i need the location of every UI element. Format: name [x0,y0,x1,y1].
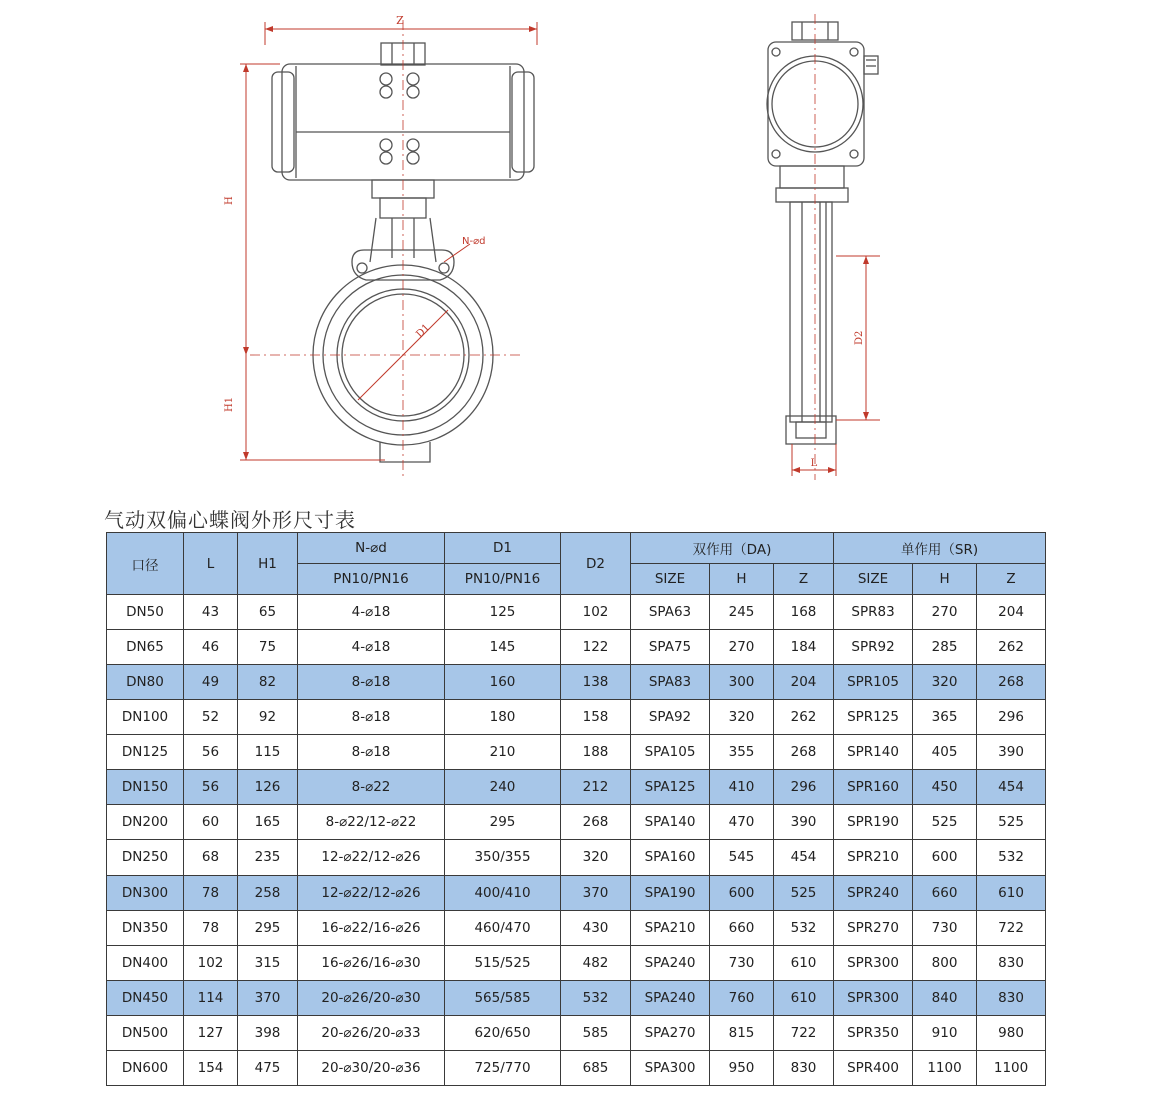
cell-n-d: 20-⌀26/20-⌀30 [298,980,445,1015]
cell-sr-size: SPR400 [834,1050,913,1085]
header-sr-size: SIZE [834,564,913,595]
cell-da-h: 950 [710,1050,774,1085]
cell-da-size: SPA240 [631,980,710,1015]
dim-label-l: L [810,458,818,469]
cell-sr-size: SPR300 [834,980,913,1015]
cell-sr-z: 268 [977,665,1046,700]
header-d2: D2 [561,533,631,595]
cell-l: 102 [184,945,238,980]
cell-d2: 370 [561,875,631,910]
cell-da-z: 184 [774,630,834,665]
cell-l: 43 [184,595,238,630]
table-row [107,945,1046,980]
table-body [107,595,1046,1086]
cell-da-z: 262 [774,700,834,735]
cell-size: DN500 [107,1015,184,1050]
cell-da-size: SPA105 [631,735,710,770]
cell-sr-h: 285 [913,630,977,665]
cell-da-h: 470 [710,805,774,840]
cell-l: 78 [184,875,238,910]
cell-da-h: 815 [710,1015,774,1050]
cell-da-size: SPA160 [631,840,710,875]
header-n-d: N-⌀d [298,533,445,564]
cell-da-size: SPA63 [631,595,710,630]
cell-da-z: 268 [774,735,834,770]
cell-d1: 295 [445,805,561,840]
cell-d1: 145 [445,630,561,665]
cell-sr-z: 454 [977,770,1046,805]
cell-sr-size: SPR83 [834,595,913,630]
cell-sr-z: 610 [977,875,1046,910]
cell-sr-z: 830 [977,945,1046,980]
cell-d2: 585 [561,1015,631,1050]
valve-drawings [0,0,1150,500]
cell-sr-size: SPR190 [834,805,913,840]
cell-sr-h: 1100 [913,1050,977,1085]
cell-size: DN300 [107,875,184,910]
cell-size: DN80 [107,665,184,700]
table-row [107,770,1046,805]
cell-sr-z: 390 [977,735,1046,770]
cell-l: 78 [184,910,238,945]
cell-n-d: 16-⌀22/16-⌀26 [298,910,445,945]
front-view-drawing [240,20,537,480]
cell-da-h: 600 [710,875,774,910]
cell-da-z: 830 [774,1050,834,1085]
cell-l: 60 [184,805,238,840]
cell-sr-z: 204 [977,595,1046,630]
cell-l: 49 [184,665,238,700]
cell-sr-h: 800 [913,945,977,980]
cell-da-z: 454 [774,840,834,875]
cell-n-d: 12-⌀22/12-⌀26 [298,875,445,910]
side-view-drawing [767,14,880,480]
cell-sr-h: 730 [913,910,977,945]
dim-label-n-d: N-⌀d [462,236,486,247]
cell-n-d: 8-⌀18 [298,735,445,770]
cell-d1: 180 [445,700,561,735]
cell-h1: 235 [238,840,298,875]
cell-da-z: 610 [774,980,834,1015]
cell-d2: 158 [561,700,631,735]
header-da-z: Z [774,564,834,595]
cell-l: 46 [184,630,238,665]
cell-sr-h: 910 [913,1015,977,1050]
cell-h1: 258 [238,875,298,910]
cell-h1: 126 [238,770,298,805]
table-row [107,840,1046,875]
cell-n-d: 8-⌀18 [298,665,445,700]
cell-size: DN125 [107,735,184,770]
cell-da-size: SPA270 [631,1015,710,1050]
cell-sr-size: SPR270 [834,910,913,945]
table-title: 气动双偏心蝶阀外形尺寸表 [104,508,356,532]
cell-d2: 138 [561,665,631,700]
cell-da-size: SPA210 [631,910,710,945]
cell-h1: 475 [238,1050,298,1085]
cell-sr-z: 525 [977,805,1046,840]
cell-d2: 532 [561,980,631,1015]
table-row [107,980,1046,1015]
cell-size: DN65 [107,630,184,665]
cell-da-size: SPA140 [631,805,710,840]
dim-label-d1: D1 [414,322,433,341]
cell-sr-size: SPR105 [834,665,913,700]
cell-da-h: 270 [710,630,774,665]
table-row [107,1015,1046,1050]
cell-sr-h: 405 [913,735,977,770]
cell-sr-size: SPR240 [834,875,913,910]
cell-sr-size: SPR125 [834,700,913,735]
cell-sr-h: 450 [913,770,977,805]
cell-da-h: 760 [710,980,774,1015]
cell-l: 56 [184,735,238,770]
cell-d1: 240 [445,770,561,805]
cell-d1: 725/770 [445,1050,561,1085]
cell-da-h: 545 [710,840,774,875]
table-row [107,665,1046,700]
dim-label-h1: H1 [224,396,235,412]
cell-n-d: 20-⌀26/20-⌀33 [298,1015,445,1050]
dim-label-z: Z [396,14,404,27]
dimension-table [106,532,1046,1086]
cell-da-z: 168 [774,595,834,630]
header-size: 口径 [107,533,184,595]
header-sr-z: Z [977,564,1046,595]
cell-sr-h: 365 [913,700,977,735]
header-double-acting: 双作用（DA) [631,533,834,564]
cell-h1: 75 [238,630,298,665]
dim-label-h: H [224,196,235,205]
header-sr-h: H [913,564,977,595]
cell-n-d: 12-⌀22/12-⌀26 [298,840,445,875]
cell-da-size: SPA92 [631,700,710,735]
cell-d2: 102 [561,595,631,630]
cell-n-d: 8-⌀22/12-⌀22 [298,805,445,840]
header-da-h: H [710,564,774,595]
cell-da-z: 204 [774,665,834,700]
dim-label-d2: D2 [854,330,865,345]
cell-n-d: 8-⌀22 [298,770,445,805]
cell-d2: 188 [561,735,631,770]
cell-d1: 565/585 [445,980,561,1015]
cell-da-size: SPA300 [631,1050,710,1085]
cell-size: DN450 [107,980,184,1015]
cell-da-z: 525 [774,875,834,910]
cell-da-size: SPA240 [631,945,710,980]
cell-size: DN150 [107,770,184,805]
cell-da-z: 296 [774,770,834,805]
cell-d1: 460/470 [445,910,561,945]
cell-n-d: 4-⌀18 [298,630,445,665]
table-row [107,595,1046,630]
cell-l: 154 [184,1050,238,1085]
cell-da-size: SPA83 [631,665,710,700]
cell-l: 52 [184,700,238,735]
cell-d2: 320 [561,840,631,875]
cell-da-h: 660 [710,910,774,945]
header-l: L [184,533,238,595]
cell-h1: 295 [238,910,298,945]
cell-h1: 82 [238,665,298,700]
cell-da-h: 410 [710,770,774,805]
cell-d1: 400/410 [445,875,561,910]
cell-d2: 268 [561,805,631,840]
cell-size: DN200 [107,805,184,840]
cell-n-d: 4-⌀18 [298,595,445,630]
table-row [107,735,1046,770]
cell-size: DN250 [107,840,184,875]
cell-d1: 515/525 [445,945,561,980]
cell-d1: 350/355 [445,840,561,875]
cell-da-size: SPA75 [631,630,710,665]
header-da-size: SIZE [631,564,710,595]
cell-da-size: SPA190 [631,875,710,910]
cell-d2: 685 [561,1050,631,1085]
cell-h1: 92 [238,700,298,735]
cell-da-z: 532 [774,910,834,945]
cell-da-z: 390 [774,805,834,840]
cell-sr-h: 840 [913,980,977,1015]
cell-sr-z: 1100 [977,1050,1046,1085]
cell-da-h: 245 [710,595,774,630]
table-row [107,805,1046,840]
table-row [107,630,1046,665]
cell-da-size: SPA125 [631,770,710,805]
cell-da-h: 300 [710,665,774,700]
cell-l: 68 [184,840,238,875]
cell-sr-size: SPR92 [834,630,913,665]
cell-sr-z: 262 [977,630,1046,665]
header-single-acting: 单作用（SR) [834,533,1046,564]
cell-n-d: 8-⌀18 [298,700,445,735]
table-row [107,875,1046,910]
cell-da-h: 355 [710,735,774,770]
cell-h1: 398 [238,1015,298,1050]
cell-sr-size: SPR140 [834,735,913,770]
cell-sr-h: 660 [913,875,977,910]
cell-h1: 165 [238,805,298,840]
cell-d2: 430 [561,910,631,945]
cell-size: DN100 [107,700,184,735]
cell-d1: 160 [445,665,561,700]
cell-h1: 65 [238,595,298,630]
cell-da-h: 320 [710,700,774,735]
cell-sr-z: 830 [977,980,1046,1015]
cell-l: 127 [184,1015,238,1050]
cell-sr-h: 270 [913,595,977,630]
cell-h1: 315 [238,945,298,980]
cell-sr-z: 980 [977,1015,1046,1050]
cell-d2: 482 [561,945,631,980]
cell-d2: 122 [561,630,631,665]
cell-h1: 115 [238,735,298,770]
table-row [107,910,1046,945]
cell-sr-z: 532 [977,840,1046,875]
cell-size: DN400 [107,945,184,980]
header-h1: H1 [238,533,298,595]
cell-l: 114 [184,980,238,1015]
cell-da-z: 610 [774,945,834,980]
cell-sr-h: 600 [913,840,977,875]
header-d1-pressure: PN10/PN16 [445,564,561,595]
cell-n-d: 20-⌀30/20-⌀36 [298,1050,445,1085]
cell-da-z: 722 [774,1015,834,1050]
cell-d1: 210 [445,735,561,770]
cell-h1: 370 [238,980,298,1015]
cell-size: DN600 [107,1050,184,1085]
cell-n-d: 16-⌀26/16-⌀30 [298,945,445,980]
table-row [107,700,1046,735]
table-row [107,1050,1046,1085]
cell-size: DN350 [107,910,184,945]
cell-sr-z: 722 [977,910,1046,945]
cell-d1: 620/650 [445,1015,561,1050]
cell-sr-size: SPR210 [834,840,913,875]
cell-sr-size: SPR350 [834,1015,913,1050]
cell-sr-size: SPR160 [834,770,913,805]
cell-l: 56 [184,770,238,805]
cell-sr-h: 320 [913,665,977,700]
cell-sr-h: 525 [913,805,977,840]
cell-sr-size: SPR300 [834,945,913,980]
cell-da-h: 730 [710,945,774,980]
header-d1: D1 [445,533,561,564]
header-n-d-pressure: PN10/PN16 [298,564,445,595]
cell-d1: 125 [445,595,561,630]
cell-size: DN50 [107,595,184,630]
cell-d2: 212 [561,770,631,805]
cell-sr-z: 296 [977,700,1046,735]
